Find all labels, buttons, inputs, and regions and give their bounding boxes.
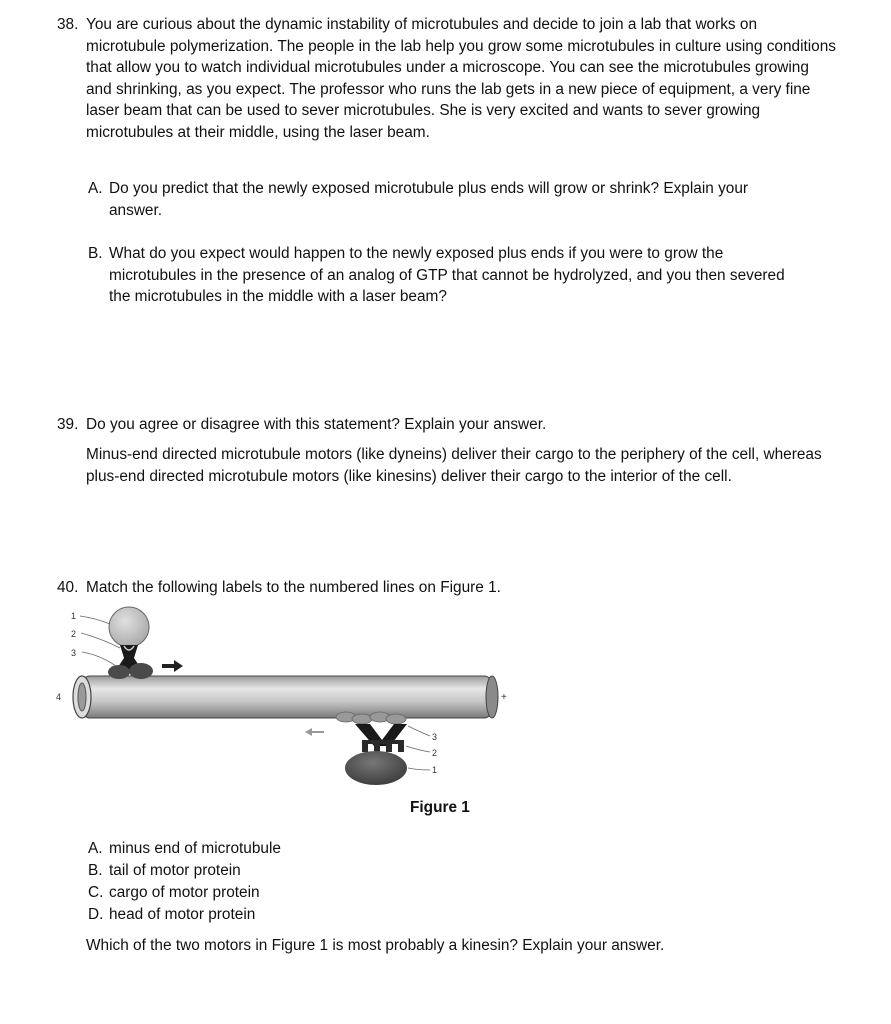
option-d bbox=[88, 904, 255, 926]
bottom-motor-head bbox=[386, 714, 406, 724]
option-text: minus end of microtubule bbox=[109, 840, 281, 857]
question-number: 40. bbox=[57, 579, 79, 596]
option-c bbox=[88, 882, 260, 904]
figure-label-top-2: 2 bbox=[71, 629, 77, 639]
figure-label-top-1: 1 bbox=[71, 611, 77, 621]
figure-label-plus: + bbox=[501, 692, 507, 703]
figure-1-diagram bbox=[50, 600, 530, 790]
option-text: head of motor protein bbox=[109, 906, 256, 923]
bottom-motor-head bbox=[352, 714, 372, 724]
option-a bbox=[88, 838, 281, 860]
figure-label-4: 4 bbox=[56, 692, 62, 702]
question-38-part-a bbox=[88, 178, 803, 221]
question-39 bbox=[57, 414, 837, 436]
question-text: Match the following labels to the numbered lines on Figure 1. bbox=[86, 579, 501, 596]
question-40 bbox=[57, 577, 837, 599]
option-text: tail of motor protein bbox=[109, 862, 241, 879]
question-38-part-b bbox=[88, 243, 803, 308]
bottom-label-lines bbox=[406, 726, 430, 770]
question-38 bbox=[57, 14, 837, 144]
option-letter: D. bbox=[88, 906, 104, 923]
figure-label-top-3: 3 bbox=[71, 648, 77, 658]
option-letter: B. bbox=[88, 862, 103, 879]
top-motor-cargo bbox=[109, 607, 149, 647]
question-number: 39. bbox=[57, 416, 79, 433]
part-letter: A. bbox=[88, 180, 103, 197]
question-40-followup: Which of the two motors in Figure 1 is most probably a kinesin? Explain your answer. bbox=[86, 937, 665, 954]
microtubule bbox=[73, 676, 498, 718]
figure-caption: Figure 1 bbox=[410, 799, 470, 816]
option-b bbox=[88, 860, 241, 882]
bottom-motor-cargo bbox=[345, 751, 407, 785]
part-letter: B. bbox=[88, 245, 103, 262]
top-motor-head bbox=[129, 663, 153, 679]
part-text: What do you expect would happen to the newly exposed plus ends if you were to grow the microtubules in the presence of an analog of GTP that cannot be hydrolyzed, and you then severed the microtubules in the middle with a laser beam? bbox=[109, 245, 785, 306]
right-arrow-icon bbox=[162, 660, 183, 672]
bottom-motor bbox=[305, 712, 407, 785]
option-letter: C. bbox=[88, 884, 104, 901]
top-motor-head bbox=[108, 665, 130, 679]
question-text: You are curious about the dynamic instability of microtubules and decide to join a lab that works on microtubule polymerization. The people in the lab help you grow some microtubules in culture using conditions that allow you to watch individual microtubules under a microscope. You can see the microtubules growing and shrinking, as you expect. The professor who runs the lab gets in a new piece of equipment, a very fine laser beam that can be used to sever microtubules. She is very excited and wants to sever growing microtubules at their middle, using the laser beam. bbox=[86, 16, 836, 141]
figure-label-bottom-1: 1 bbox=[432, 765, 438, 775]
part-text: Do you predict that the newly exposed microtubule plus ends will grow or shrink? Explain your answer. bbox=[109, 180, 749, 219]
figure-label-bottom-2: 2 bbox=[432, 748, 438, 758]
figure-label-bottom-3: 3 bbox=[432, 732, 438, 742]
left-arrow-icon bbox=[305, 728, 324, 736]
question-number: 38. bbox=[57, 16, 79, 33]
top-motor bbox=[108, 607, 183, 679]
option-text: cargo of motor protein bbox=[109, 884, 260, 901]
option-letter: A. bbox=[88, 840, 103, 857]
question-text: Do you agree or disagree with this statement? Explain your answer. bbox=[86, 416, 547, 433]
question-39-statement: Minus-end directed microtubule motors (like dyneins) deliver their cargo to the periphery of the cell, whereas plus-end directed microtubule motors (like kinesins) deliver their cargo to the interior of the cell. bbox=[86, 446, 822, 485]
